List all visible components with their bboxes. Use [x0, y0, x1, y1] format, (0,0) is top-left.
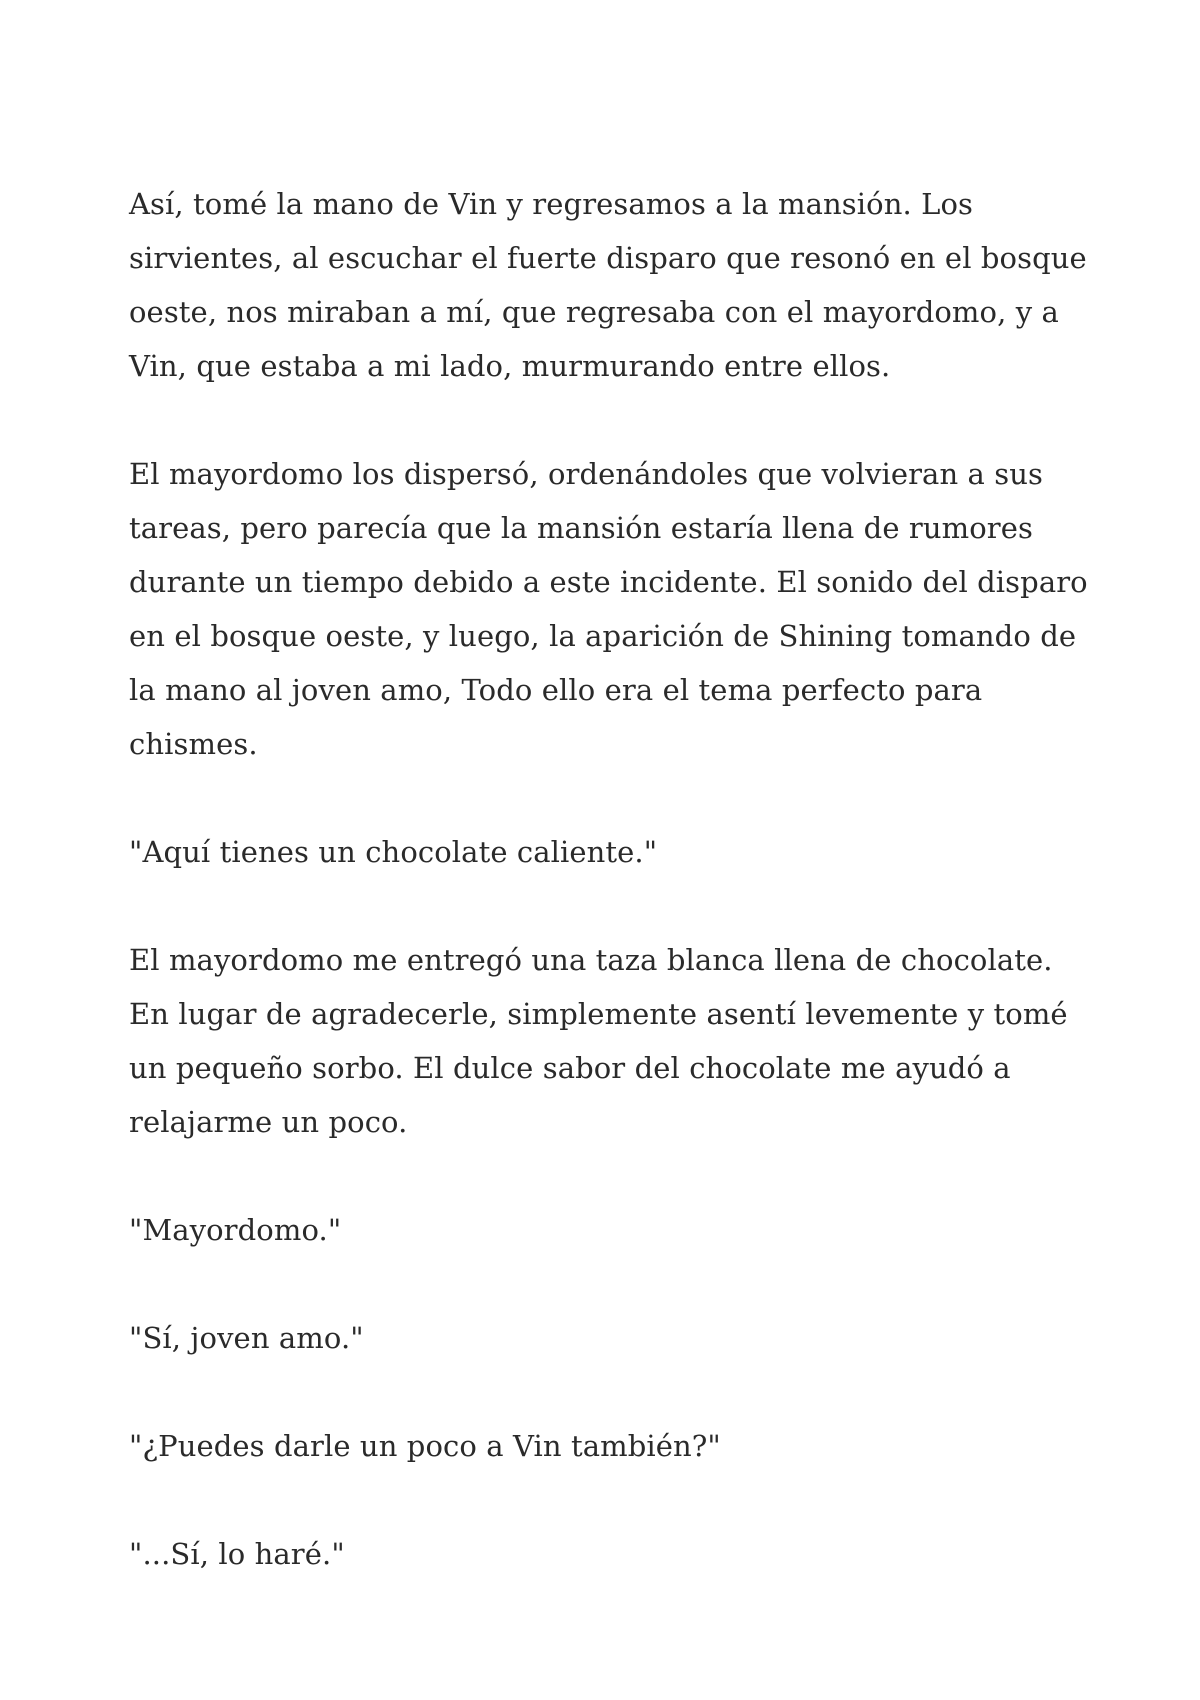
- paragraph-butler-disperses: El mayordomo los dispersó, ordenándoles que volvieran a sus tareas, pero parecía que la mansión estaría llena de rumores durante un tiempo debido a este incidente. El sonido del disparo en el bosque oeste, y luego, la aparición de Shining tomando de la mano al joven amo, Todo ello era el tema perfecto para chismes.: [129, 457, 1088, 761]
- dialogue-yes-young-master: "Sí, joven amo.": [129, 1321, 364, 1355]
- dialogue-hot-chocolate: "Aquí tienes un chocolate caliente.": [129, 835, 658, 869]
- dialogue-i-will: "...Sí, lo haré.": [129, 1537, 345, 1571]
- dialogue-give-vin-some: "¿Puedes darle un poco a Vin también?": [129, 1429, 721, 1463]
- body-text: [129, 177, 1089, 1581]
- paragraph-white-cup: El mayordomo me entregó una taza blanca llena de chocolate. En lugar de agradecerle, simplemente asentí levemente y tomé un pequeño sorbo. El dulce sabor del chocolate me ayudó a relajarme un poco.: [129, 943, 1068, 1139]
- paragraph-return-to-mansion: Así, tomé la mano de Vin y regresamos a la mansión. Los sirvientes, al escuchar el fuerte disparo que resonó en el bosque oeste, nos miraban a mí, que regresaba con el mayordomo, y a Vin, que estaba a mi lado, murmurando entre ellos.: [129, 187, 1087, 383]
- dialogue-butler: "Mayordomo.": [129, 1213, 342, 1247]
